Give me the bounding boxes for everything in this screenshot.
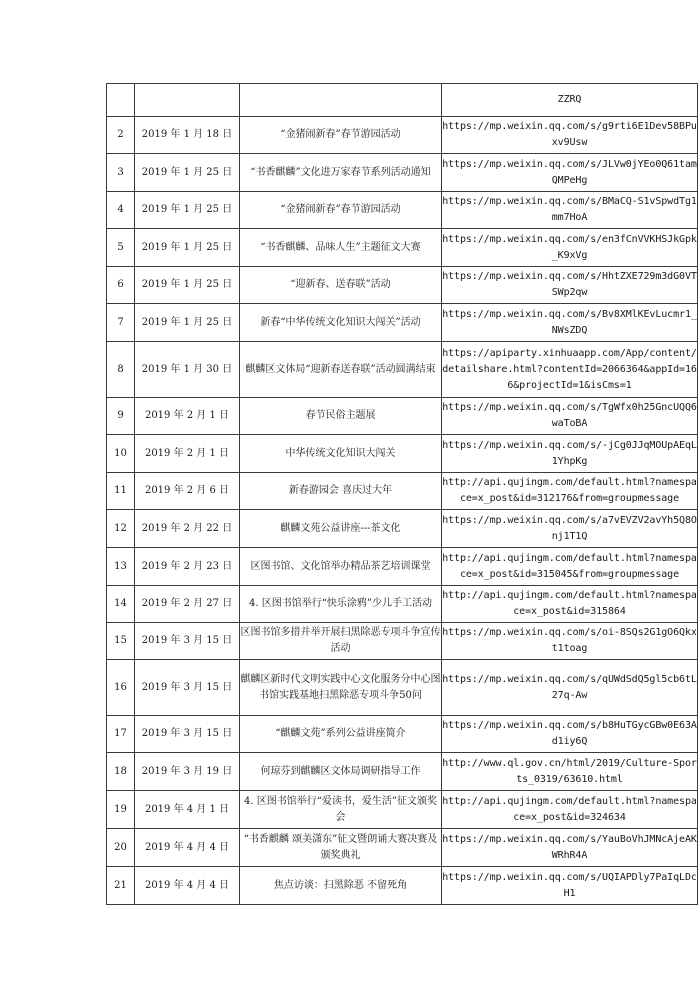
link-cell[interactable]: https://mp.weixin.qq.com/s/b8HuTGycGBw0E63Ad1iy6Q: [442, 716, 698, 753]
title-cell: “书香麒麟 颂美潇东”征文暨朗诵大赛决赛及颁奖典礼: [240, 829, 442, 867]
date-cell: 2019 年 1 月 25 日: [135, 304, 240, 342]
row-number-cell: 14: [107, 586, 135, 623]
link-cell[interactable]: https://apiparty.xinhuaapp.com/App/content/detailshare.html?contentId=2066364&appId=166&projectId=1&isCms=1: [442, 342, 698, 398]
row-number-cell: 18: [107, 753, 135, 791]
link-cell[interactable]: https://mp.weixin.qq.com/s/Bv8XMlKEvLucmr1_NWsZDQ: [442, 304, 698, 342]
title-cell: 区图书馆、文化馆举办精品茶艺培训课堂: [240, 548, 442, 586]
link-cell[interactable]: https://mp.weixin.qq.com/s/TgWfx0h25GncUQQ6waToBA: [442, 398, 698, 435]
table-row: [107, 829, 698, 867]
link-cell[interactable]: https://mp.weixin.qq.com/s/a7vEVZV2avYh5Q8Onj1T1Q: [442, 510, 698, 548]
link-cell[interactable]: ZZRQ: [442, 84, 698, 117]
link-cell[interactable]: https://mp.weixin.qq.com/s/UQIAPDly7PaIqLDcH1: [442, 867, 698, 905]
link-cell[interactable]: https://mp.weixin.qq.com/s/en3fCnVVKHSJkGpk_K9xVg: [442, 229, 698, 267]
table-row: [107, 660, 698, 716]
date-cell: 2019 年 1 月 25 日: [135, 229, 240, 267]
table-row: [107, 342, 698, 398]
date-cell: 2019 年 2 月 23 日: [135, 548, 240, 586]
table-row: [107, 229, 698, 267]
row-number-cell: 7: [107, 304, 135, 342]
table-row: [107, 586, 698, 623]
row-number-cell: 17: [107, 716, 135, 753]
date-cell: 2019 年 1 月 25 日: [135, 154, 240, 192]
row-number-cell: 11: [107, 473, 135, 510]
row-number-cell: 20: [107, 829, 135, 867]
date-cell: 2019 年 2 月 27 日: [135, 586, 240, 623]
table-row: [107, 753, 698, 791]
title-cell: [240, 84, 442, 117]
date-cell: 2019 年 2 月 1 日: [135, 435, 240, 473]
link-cell[interactable]: http://www.ql.gov.cn/html/2019/Culture-Sports_0319/63610.html: [442, 753, 698, 791]
row-number-cell: 19: [107, 791, 135, 829]
table-row: [107, 84, 698, 117]
title-cell: 麒麟文苑公益讲座---茶文化: [240, 510, 442, 548]
table-row: [107, 510, 698, 548]
date-cell: 2019 年 4 月 1 日: [135, 791, 240, 829]
table-row: [107, 267, 698, 304]
row-number-cell: 8: [107, 342, 135, 398]
title-cell: 中华传统文化知识大闯关: [240, 435, 442, 473]
table-row: [107, 716, 698, 753]
link-cell[interactable]: http://api.qujingm.com/default.html?namespace=x_post&id=315045&from=groupmessage: [442, 548, 698, 586]
table-row: [107, 192, 698, 229]
table-row: [107, 473, 698, 510]
link-cell[interactable]: https://mp.weixin.qq.com/s/qUWdSdQ5gl5cb6tL27q-Aw: [442, 660, 698, 716]
link-cell[interactable]: http://api.qujingm.com/default.html?namespace=x_post&id=324634: [442, 791, 698, 829]
date-cell: 2019 年 1 月 18 日: [135, 117, 240, 154]
table-row: [107, 117, 698, 154]
link-cell[interactable]: https://mp.weixin.qq.com/s/BMaCQ-S1vSpwdTg1mm7HoA: [442, 192, 698, 229]
table-body: [107, 84, 698, 905]
table-row: [107, 867, 698, 905]
table-row: [107, 398, 698, 435]
link-cell[interactable]: https://mp.weixin.qq.com/s/oi-8SQs2G1gO6Qkxt1toag: [442, 623, 698, 660]
date-cell: 2019 年 3 月 19 日: [135, 753, 240, 791]
title-cell: 何琼芬到麒麟区文体局调研指导工作: [240, 753, 442, 791]
date-cell: 2019 年 2 月 6 日: [135, 473, 240, 510]
table-row: [107, 548, 698, 586]
link-cell[interactable]: https://mp.weixin.qq.com/s/HhtZXE729m3dG0VTSWp2qw: [442, 267, 698, 304]
link-cell[interactable]: https://mp.weixin.qq.com/s/-jCg0JJqMOUpAEqL1YhpKg: [442, 435, 698, 473]
title-cell: 春节民俗主题展: [240, 398, 442, 435]
date-cell: 2019 年 2 月 1 日: [135, 398, 240, 435]
title-cell: 区图书馆多措并举开展扫黑除恶专项斗争宣传活动: [240, 623, 442, 660]
title-cell: “书香麒麟”文化进万家春节系列活动通知: [240, 154, 442, 192]
row-number-cell: 10: [107, 435, 135, 473]
row-number-cell: 21: [107, 867, 135, 905]
date-cell: 2019 年 2 月 22 日: [135, 510, 240, 548]
date-cell: 2019 年 4 月 4 日: [135, 829, 240, 867]
date-cell: 2019 年 1 月 25 日: [135, 192, 240, 229]
row-number-cell: 4: [107, 192, 135, 229]
title-cell: “麒麟文苑”系列公益讲座简介: [240, 716, 442, 753]
row-number-cell: 15: [107, 623, 135, 660]
date-cell: 2019 年 3 月 15 日: [135, 623, 240, 660]
link-cell[interactable]: https://mp.weixin.qq.com/s/YauBoVhJMNcAjeAKWRhR4A: [442, 829, 698, 867]
table-row: [107, 304, 698, 342]
title-cell: “迎新春、送春联”活动: [240, 267, 442, 304]
date-cell: [135, 84, 240, 117]
link-cell[interactable]: http://api.qujingm.com/default.html?namespace=x_post&id=315864: [442, 586, 698, 623]
row-number-cell: 9: [107, 398, 135, 435]
link-cell[interactable]: https://mp.weixin.qq.com/s/g9rti6E1Dev58BPuxv9Usw: [442, 117, 698, 154]
row-number-cell: 6: [107, 267, 135, 304]
title-cell: 焦点访谈：扫黑除恶 不留死角: [240, 867, 442, 905]
table-row: [107, 623, 698, 660]
title-cell: 4. 区图书馆举行“快乐涂鸦”少儿手工活动: [240, 586, 442, 623]
table-row: [107, 154, 698, 192]
title-cell: 麒麟区新时代文明实践中心文化服务分中心图书馆实践基地扫黑除恶专项斗争50问: [240, 660, 442, 716]
row-number-cell: 16: [107, 660, 135, 716]
date-cell: 2019 年 3 月 15 日: [135, 716, 240, 753]
row-number-cell: 5: [107, 229, 135, 267]
title-cell: “书香麒麟、品味人生”主题征文大赛: [240, 229, 442, 267]
table-row: [107, 435, 698, 473]
row-number-cell: 2: [107, 117, 135, 154]
date-cell: 2019 年 1 月 25 日: [135, 267, 240, 304]
link-cell[interactable]: https://mp.weixin.qq.com/s/JLVw0jYEo0Q61tamQMPeHg: [442, 154, 698, 192]
row-number-cell: [107, 84, 135, 117]
title-cell: “金猪闹新春”春节游园活动: [240, 192, 442, 229]
row-number-cell: 12: [107, 510, 135, 548]
activity-table: [106, 83, 698, 905]
date-cell: 2019 年 4 月 4 日: [135, 867, 240, 905]
date-cell: 2019 年 3 月 15 日: [135, 660, 240, 716]
title-cell: 新春“中华传统文化知识大闯关”活动: [240, 304, 442, 342]
title-cell: “金猪闹新春”春节游园活动: [240, 117, 442, 154]
row-number-cell: 3: [107, 154, 135, 192]
row-number-cell: 13: [107, 548, 135, 586]
link-cell[interactable]: http://api.qujingm.com/default.html?namespace=x_post&id=312176&from=groupmessage: [442, 473, 698, 510]
date-cell: 2019 年 1 月 30 日: [135, 342, 240, 398]
title-cell: 新春游园会 喜庆过大年: [240, 473, 442, 510]
title-cell: 麒麟区文体局“迎新春送春联”活动圆满结束: [240, 342, 442, 398]
table-row: [107, 791, 698, 829]
title-cell: 4. 区图书馆举行“爱读书，爱生活”征文颁奖会: [240, 791, 442, 829]
